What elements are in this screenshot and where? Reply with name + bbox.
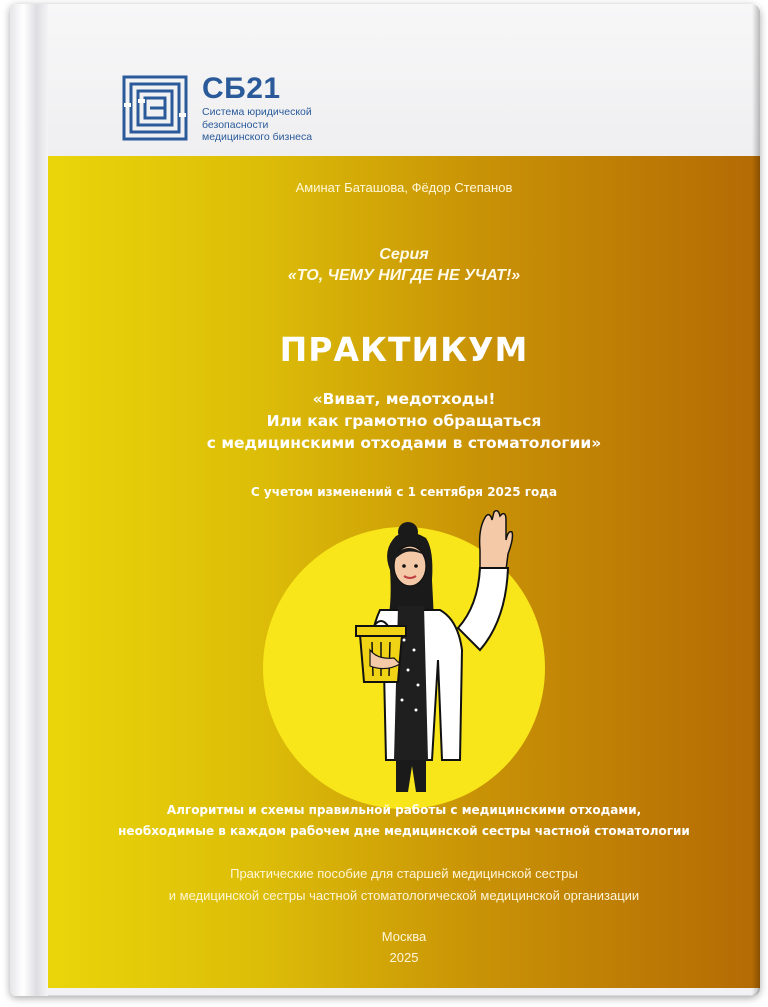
authors: Аминат Баташова, Фёдор Степанов bbox=[295, 180, 513, 195]
nurse-illustration-icon bbox=[330, 510, 530, 800]
brand-subtitle: Система юридической безопасности медицинского бизнеса bbox=[202, 106, 313, 143]
book-spine bbox=[10, 4, 48, 996]
brand-name: СБ21 bbox=[202, 72, 281, 105]
labyrinth-logo-icon bbox=[122, 75, 188, 141]
update-note: С учетом изменений с 1 сентября 2025 года bbox=[250, 485, 558, 499]
city: Москва bbox=[381, 929, 427, 944]
series-label: Серия bbox=[379, 246, 429, 263]
manual-description: Практические пособие для старшей медицинской сестры и медицинской сестры частной стоматологической медицинской организации bbox=[168, 866, 640, 903]
year: 2025 bbox=[389, 950, 419, 965]
series-name: «ТО, ЧЕМУ НИГДЕ НЕ УЧАТ!» bbox=[287, 267, 521, 284]
publication-place bbox=[48, 926, 760, 968]
algorithms-text: Алгоритмы и схемы правильной работы с медицинскими отходами, необходимые в каждом рабочем дне медицинской сестры частной стоматологии bbox=[118, 803, 690, 838]
book-subtitle: «Виват, медотходы! Или как грамотно обращаться с медицинскими отходами в стоматологии» bbox=[206, 390, 602, 452]
series bbox=[48, 244, 760, 286]
book-title: ПРАКТИКУМ bbox=[279, 330, 529, 369]
book-edge-shadow bbox=[752, 4, 760, 996]
